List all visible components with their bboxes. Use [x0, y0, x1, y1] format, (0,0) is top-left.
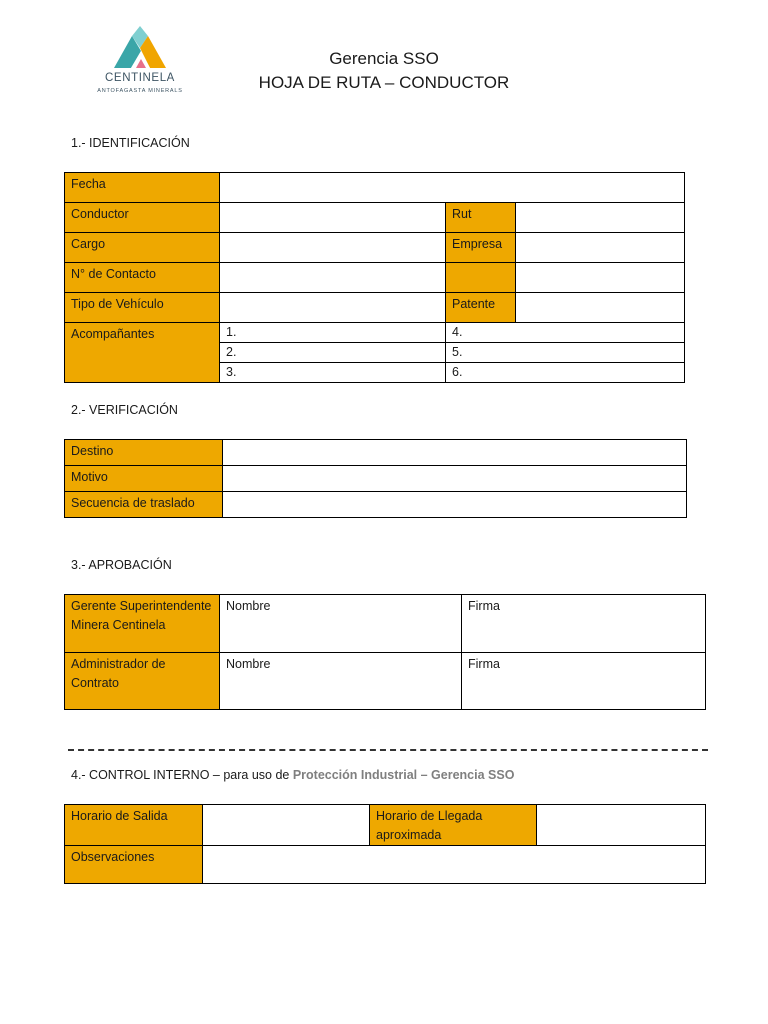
field-fecha[interactable] — [220, 173, 685, 203]
field-observaciones[interactable] — [203, 846, 706, 884]
mountain-logo-icon — [110, 26, 170, 70]
label-patente: Patente — [446, 293, 516, 323]
label-observaciones: Observaciones — [65, 846, 203, 884]
field-horario-salida[interactable] — [203, 805, 370, 846]
label-conductor: Conductor — [65, 203, 220, 233]
label-gerente: Gerente Superintendente Minera Centinela — [65, 595, 220, 653]
identification-table — [64, 172, 685, 383]
field-tipo-vehiculo[interactable] — [220, 293, 446, 323]
field-gerente-firma[interactable]: Firma — [462, 595, 706, 653]
section-4-heading-highlight: Protección Industrial – Gerencia SSO — [292, 768, 515, 782]
verification-table — [64, 439, 687, 518]
label-contacto: N° de Contacto — [65, 263, 220, 293]
field-administrador-nombre[interactable]: Nombre — [220, 653, 462, 710]
section-3-heading: 3.- APROBACIÓN — [71, 558, 172, 572]
logo-brand-text: CENTINELA — [105, 72, 175, 84]
field-motivo[interactable] — [223, 466, 687, 492]
section-2-heading: 2.- VERIFICACIÓN — [71, 403, 178, 417]
field-acompanante-2[interactable]: 2. — [220, 343, 446, 363]
field-empresa[interactable] — [516, 233, 685, 263]
field-administrador-firma[interactable]: Firma — [462, 653, 706, 710]
field-patente[interactable] — [516, 293, 685, 323]
document-subtitle: HOJA DE RUTA – CONDUCTOR — [258, 73, 510, 92]
field-conductor[interactable] — [220, 203, 446, 233]
field-contacto[interactable] — [220, 263, 446, 293]
label-tipo-vehiculo: Tipo de Vehículo — [65, 293, 220, 323]
field-secuencia[interactable] — [223, 492, 687, 518]
label-destino: Destino — [65, 440, 223, 466]
label-administrador: Administrador de Contrato — [65, 653, 220, 710]
label-motivo: Motivo — [65, 466, 223, 492]
label-empresa: Empresa — [446, 233, 516, 263]
field-acompanante-4[interactable]: 4. — [446, 323, 685, 343]
field-acompanante-6[interactable]: 6. — [446, 363, 685, 383]
section-4-heading-prefix: 4.- CONTROL INTERNO – para uso de — [71, 768, 293, 782]
section-4-heading — [71, 768, 514, 782]
approval-table — [64, 594, 706, 710]
label-cargo: Cargo — [65, 233, 220, 263]
label-secuencia: Secuencia de traslado — [65, 492, 223, 518]
field-acompanante-5[interactable]: 5. — [446, 343, 685, 363]
centinela-logo — [94, 26, 186, 102]
label-fecha: Fecha — [65, 173, 220, 203]
field-destino[interactable] — [223, 440, 687, 466]
section-1-heading: 1.- IDENTIFICACIÓN — [71, 136, 190, 150]
field-gerente-nombre[interactable]: Nombre — [220, 595, 462, 653]
label-horario-salida: Horario de Salida — [65, 805, 203, 846]
field-horario-llegada[interactable] — [537, 805, 706, 846]
label-rut: Rut — [446, 203, 516, 233]
field-cargo[interactable] — [220, 233, 446, 263]
field-extra[interactable] — [516, 263, 685, 293]
cut-line-divider — [68, 749, 708, 751]
field-acompanante-3[interactable]: 3. — [220, 363, 446, 383]
label-empty — [446, 263, 516, 293]
logo-subbrand-text: ANTOFAGASTA MINERALS — [97, 88, 183, 94]
document-title: Gerencia SSO — [329, 49, 439, 68]
internal-control-table — [64, 804, 706, 884]
label-acompanantes: Acompañantes — [65, 323, 220, 383]
field-rut[interactable] — [516, 203, 685, 233]
field-acompanante-1[interactable]: 1. — [220, 323, 446, 343]
label-horario-llegada: Horario de Llegada aproximada — [370, 805, 537, 846]
